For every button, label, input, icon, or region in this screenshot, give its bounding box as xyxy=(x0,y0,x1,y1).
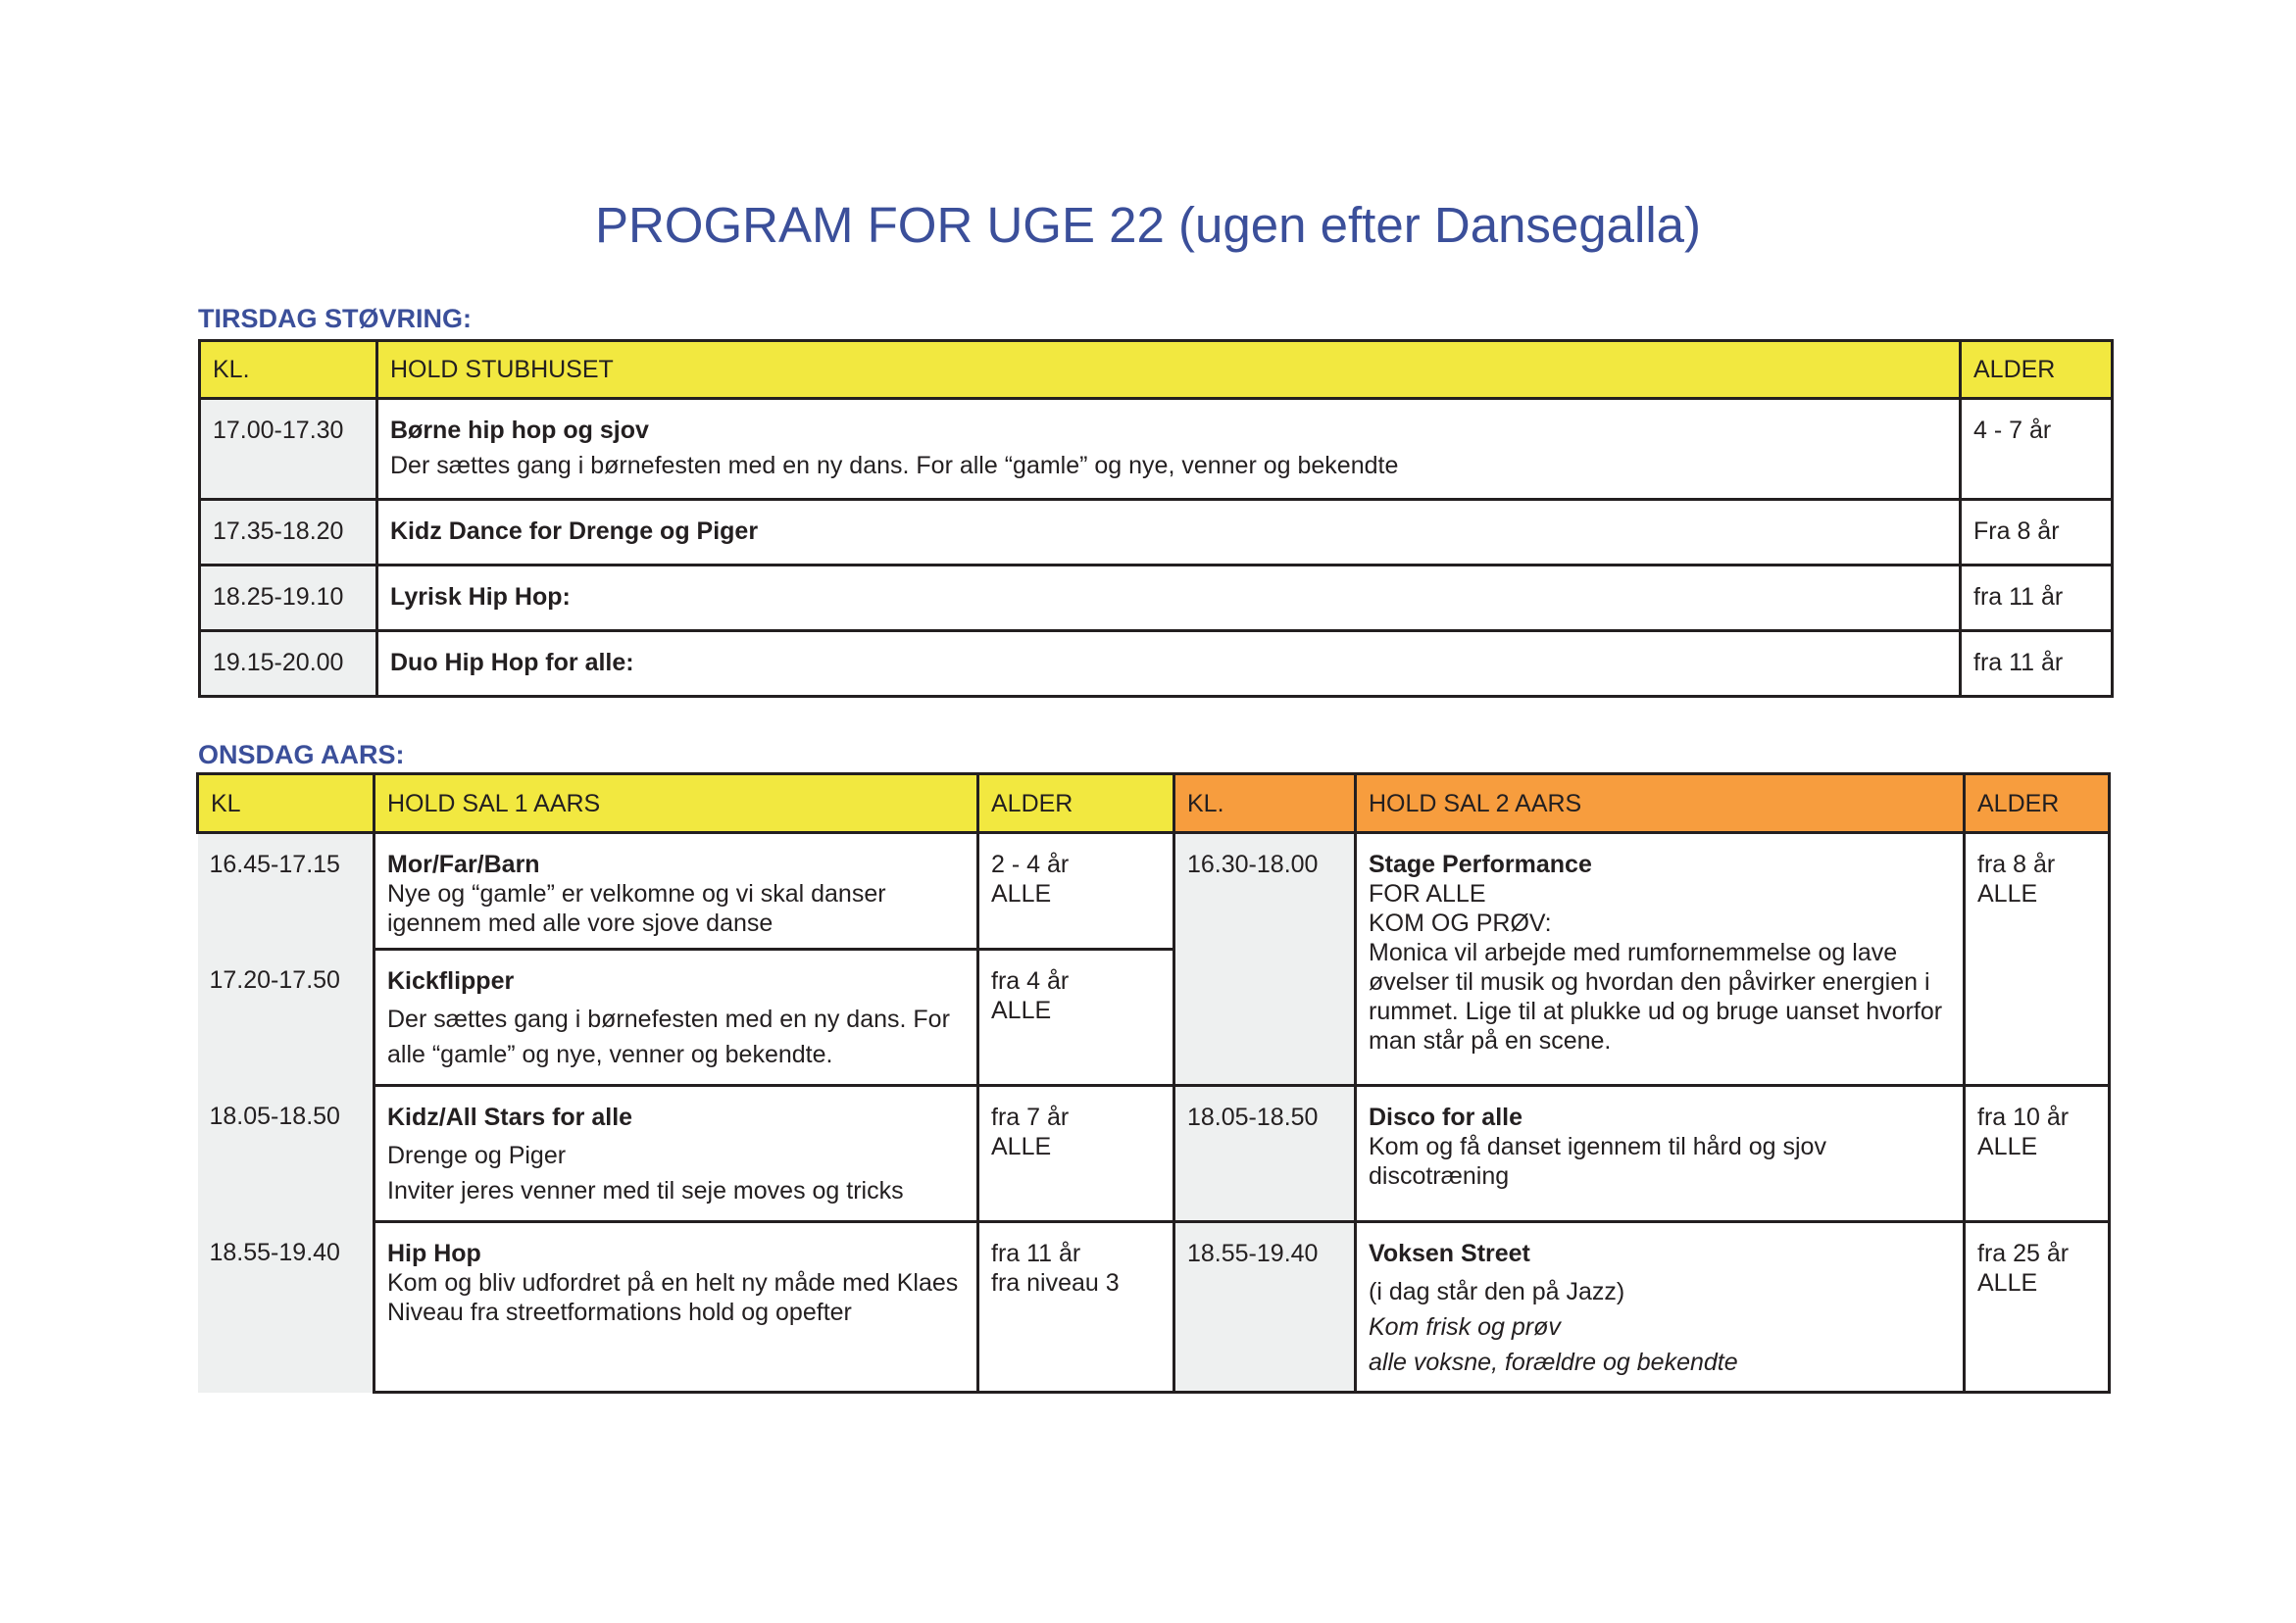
age-cell: fra 11 år xyxy=(1961,566,2113,631)
table-row xyxy=(200,631,2113,697)
hold-cell-sal2 xyxy=(1356,1086,1965,1222)
column-header-age-sal2: ALDER xyxy=(1965,774,2110,833)
class-description: igennem med alle vore sjove danse xyxy=(387,910,774,937)
class-name: Duo Hip Hop for alle: xyxy=(390,649,634,676)
age-cell-sal1 xyxy=(978,1222,1174,1393)
class-description: Der sættes gang i børnefesten med en ny dans. For xyxy=(387,1006,950,1033)
column-header-age-sal1: ALDER xyxy=(978,774,1174,833)
tuesday-heading: TIRSDAG STØVRING: xyxy=(198,304,473,333)
age-cell: fra 11 år xyxy=(1961,631,2113,697)
age-value: fra 25 år xyxy=(1977,1240,2070,1267)
class-description: Monica vil arbejde med rumfornemmelse og lave xyxy=(1369,939,1898,966)
age-value: fra 11 år xyxy=(991,1240,1081,1267)
hold-cell-sal2 xyxy=(1356,833,1965,1086)
table-row xyxy=(198,833,2110,950)
hold-cell-sal2 xyxy=(1356,1222,1965,1393)
table-row xyxy=(200,500,2113,566)
class-name: Kidz/All Stars for alle xyxy=(387,1104,633,1131)
table-header-row xyxy=(198,774,2110,833)
class-name: Disco for alle xyxy=(1369,1104,1522,1131)
time-cell-sal2: 18.05-18.50 xyxy=(1174,1086,1356,1222)
age-value: fra 8 år xyxy=(1977,851,2056,878)
age-value: ALLE xyxy=(1977,1269,2038,1297)
class-description: Niveau fra streetformations hold og opefter xyxy=(387,1299,852,1326)
class-name: Hip Hop xyxy=(387,1240,481,1267)
age-cell: Fra 8 år xyxy=(1961,500,2113,566)
class-description: Der sættes gang i børnefesten med en ny dans. For alle “gamle” og nye, venner og bekendte xyxy=(390,452,1399,479)
time-cell: 17.35-18.20 xyxy=(200,500,377,566)
age-cell-sal2 xyxy=(1965,1086,2110,1222)
time-cell: 17.00-17.30 xyxy=(200,399,377,500)
column-header-time-sal2: KL. xyxy=(1174,774,1356,833)
page-title: PROGRAM FOR UGE 22 (ugen efter Dansegalla) xyxy=(594,197,1702,253)
wednesday-schedule-table xyxy=(196,772,2111,1394)
time-cell: 18.25-19.10 xyxy=(200,566,377,631)
hold-cell xyxy=(377,566,1961,631)
time-cell-sal1: 16.45-17.15 xyxy=(198,833,374,950)
time-cell: 19.15-20.00 xyxy=(200,631,377,697)
class-description: FOR ALLE xyxy=(1369,880,1486,908)
column-header-hold-sal1: HOLD SAL 1 AARS xyxy=(374,774,978,833)
hold-cell-sal1 xyxy=(374,833,978,950)
age-value: 2 - 4 år xyxy=(991,851,1070,878)
age-value: ALLE xyxy=(991,880,1052,908)
hold-cell-sal1 xyxy=(374,950,978,1086)
age-cell-sal1 xyxy=(978,950,1174,1086)
time-cell-sal2: 18.55-19.40 xyxy=(1174,1222,1356,1393)
time-cell-sal2: 16.30-18.00 xyxy=(1174,833,1356,1086)
time-cell-sal1: 18.05-18.50 xyxy=(198,1086,374,1222)
wednesday-heading: ONSDAG AARS: xyxy=(198,740,405,769)
age-value: fra 7 år xyxy=(991,1104,1070,1131)
class-name: Kickflipper xyxy=(387,967,515,995)
table-row xyxy=(198,1086,2110,1222)
age-cell: 4 - 7 år xyxy=(1961,399,2113,500)
class-description-italic: Kom frisk og prøv xyxy=(1369,1313,1561,1341)
column-header-hold-sal2: HOLD SAL 2 AARS xyxy=(1356,774,1965,833)
age-cell-sal2 xyxy=(1965,1222,2110,1393)
class-description: discotræning xyxy=(1369,1162,1510,1190)
class-description: Kom og få danset igennem til hård og sjov xyxy=(1369,1133,1826,1160)
class-name: Kidz Dance for Drenge og Piger xyxy=(390,517,759,545)
hold-cell xyxy=(377,500,1961,566)
class-name: Voksen Street xyxy=(1369,1240,1530,1267)
class-description: Inviter jeres venner med til seje moves og tricks xyxy=(387,1177,904,1205)
table-row xyxy=(200,399,2113,500)
class-description: rummet. Lige til at plukke ud og bruge uanset hvorfor xyxy=(1369,998,1943,1025)
class-description: øvelser til musik og hvordan den påvirker energien i xyxy=(1369,968,1930,996)
age-cell-sal2 xyxy=(1965,833,2110,1086)
table-header-row xyxy=(200,341,2113,399)
time-cell-sal1: 18.55-19.40 xyxy=(198,1222,374,1393)
class-name: Mor/Far/Barn xyxy=(387,851,540,878)
class-name: Børne hip hop og sjov xyxy=(390,417,649,444)
class-description: Drenge og Piger xyxy=(387,1142,567,1169)
class-name: Lyrisk Hip Hop: xyxy=(390,583,571,611)
age-cell-sal1 xyxy=(978,1086,1174,1222)
class-description: (i dag står den på Jazz) xyxy=(1369,1278,1625,1305)
hold-cell-sal1 xyxy=(374,1222,978,1393)
age-value: ALLE xyxy=(1977,880,2038,908)
age-cell-sal1 xyxy=(978,833,1174,950)
column-header-time-sal1: KL xyxy=(198,774,374,833)
class-description-italic: alle voksne, forældre og bekendte xyxy=(1369,1349,1738,1376)
age-value: ALLE xyxy=(991,997,1052,1024)
age-value: ALLE xyxy=(991,1133,1052,1160)
table-row xyxy=(198,1222,2110,1393)
class-description: man står på en scene. xyxy=(1369,1027,1612,1055)
age-value: ALLE xyxy=(1977,1133,2038,1160)
class-description: KOM OG PRØV: xyxy=(1369,910,1552,937)
column-header-time: KL. xyxy=(200,341,377,399)
class-description: Nye og “gamle” er velkomne og vi skal danser xyxy=(387,880,886,908)
class-description: alle “gamle” og nye, venner og bekendte. xyxy=(387,1041,833,1068)
tuesday-schedule-table xyxy=(198,339,2114,698)
column-header-hold: HOLD STUBHUSET xyxy=(377,341,1961,399)
age-value: fra 10 år xyxy=(1977,1104,2070,1131)
hold-cell xyxy=(377,399,1961,500)
time-cell-sal1: 17.20-17.50 xyxy=(198,950,374,1086)
age-value: fra 4 år xyxy=(991,967,1070,995)
table-row xyxy=(200,566,2113,631)
class-name: Stage Performance xyxy=(1369,851,1592,878)
class-description: Kom og bliv udfordret på en helt ny måde med Klaes xyxy=(387,1269,959,1297)
age-value: fra niveau 3 xyxy=(991,1269,1120,1297)
column-header-age: ALDER xyxy=(1961,341,2113,399)
hold-cell-sal1 xyxy=(374,1086,978,1222)
hold-cell xyxy=(377,631,1961,697)
